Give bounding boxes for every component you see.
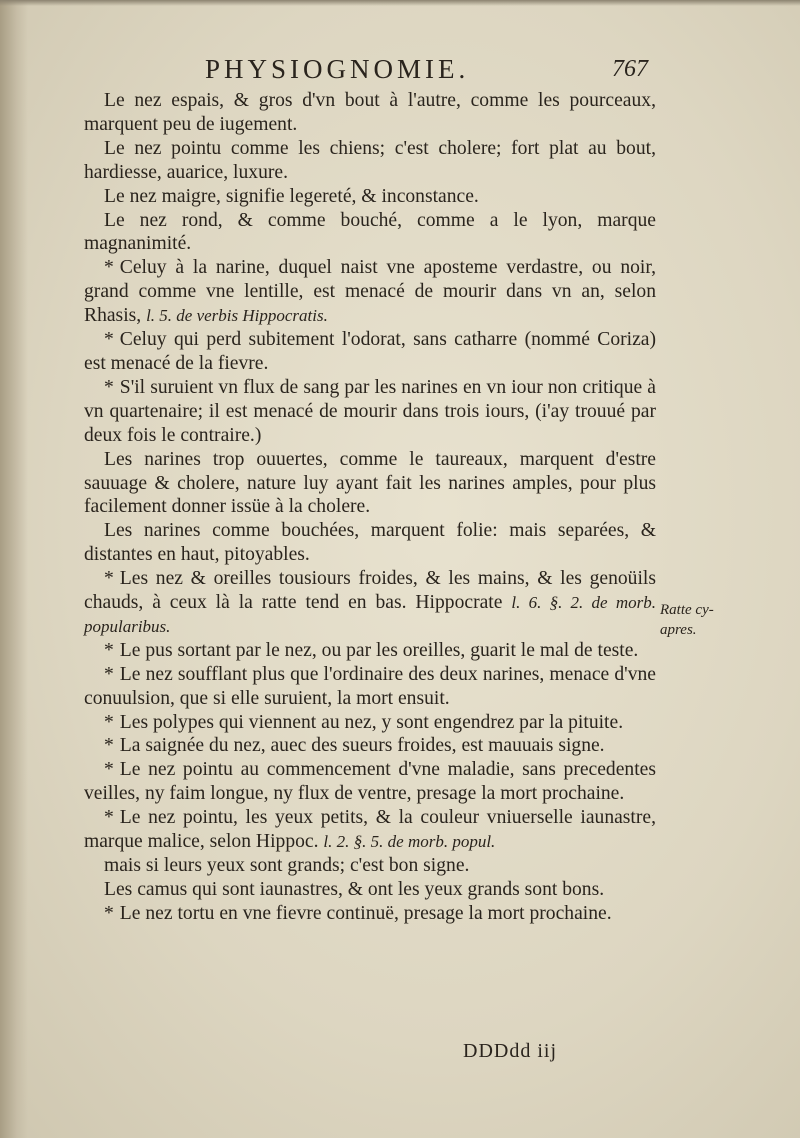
asterisk-mark: *	[104, 663, 114, 685]
paragraph-text: La saignée du nez, auec des sueurs froides, est mauuais signe.	[119, 735, 605, 757]
paragraph-text: mais si leurs yeux sont grands; c'est bon signe.	[104, 855, 470, 876]
page-binding-shadow	[0, 0, 28, 1138]
paragraph	[84, 448, 656, 520]
paragraph	[84, 854, 656, 878]
paragraph	[84, 758, 656, 806]
paragraph-text: Le pus sortant par le nez, ou par les oreilles, guarit le mal de teste.	[119, 639, 639, 661]
citation-reference: l. 2. §. 5. de morb. popul.	[323, 832, 496, 852]
paragraph	[84, 519, 656, 567]
asterisk-mark: *	[104, 807, 114, 829]
body-text	[84, 89, 656, 926]
paragraph	[84, 806, 656, 854]
paragraph-text: Le nez pointu comme les chiens; c'est cholere; fort plat au bout, hardiesse, auarice, luxure.	[84, 137, 656, 183]
paragraph-text: Le nez maigre, signifie legereté, & inconstance.	[104, 185, 479, 207]
paragraph-text: Les nez & oreilles tousiours froides, & les mains, & les genoüils chauds, à ceux là la ratte tend en bas. Hippocrate	[84, 568, 656, 614]
paragraph-text: Le nez pointu, les yeux petits, & la couleur vniuerselle iaunastre, marque malice, selon Hippoc.	[84, 807, 656, 853]
paragraph	[84, 89, 656, 137]
asterisk-mark: *	[104, 568, 114, 590]
paragraph-text: Le nez tortu en vne fievre continuë, presage la mort prochaine.	[119, 902, 612, 924]
paragraph-text: Le nez espais, & gros d'vn bout à l'autre, comme les pourceaux, marquent peu de iugement.	[84, 90, 656, 135]
paragraph	[84, 376, 656, 448]
paragraph	[84, 734, 656, 758]
paragraph	[84, 711, 656, 735]
page-number: 767	[612, 56, 648, 82]
asterisk-mark: *	[104, 711, 114, 733]
paragraph-text: S'il suruient vn flux de sang par les narines en vn iour non critique à vn quartenaire; il est menacé de mourir dans trois iours, (i'ay trouué par deux fois le contraire.)	[84, 376, 656, 446]
paragraph-text: Les narines comme bouchées, marquent folie: mais separées, & distantes en haut, pitoyables.	[84, 520, 656, 566]
paragraph	[84, 328, 656, 376]
paragraph-text: Les narines trop ouuertes, comme le taureaux, marquent d'estre sauuage & cholere, nature luy ayant fait les narines amples, pour plus facilement donner issüe à la cholere.	[84, 448, 656, 518]
asterisk-mark: *	[104, 902, 114, 924]
paragraph	[84, 185, 656, 209]
paragraph	[84, 878, 656, 902]
paragraph	[84, 639, 656, 663]
asterisk-mark: *	[104, 329, 114, 351]
paragraph-text: Les polypes qui viennent au nez, y sont engendrez par la pituite.	[119, 711, 624, 733]
asterisk-mark: *	[104, 376, 114, 398]
paragraph	[84, 137, 656, 185]
asterisk-mark: *	[104, 759, 114, 781]
paragraph	[84, 256, 656, 328]
paragraph	[84, 209, 656, 257]
citation-reference: l. 5. de verbis Hippocratis.	[146, 306, 328, 326]
asterisk-mark: *	[104, 639, 114, 661]
page-top-edge	[0, 0, 800, 6]
signature-mark: DDDdd iij	[463, 1040, 557, 1062]
paragraph	[84, 567, 656, 639]
paragraph	[84, 902, 656, 926]
citation-reference: l. 6. §. 2. de morb. popularibus.	[84, 593, 656, 636]
paragraph-text: Le nez rond, & comme bouché, comme a le lyon, marque magnanimité.	[84, 209, 656, 255]
paragraph-text: Les camus qui sont iaunastres, & ont les yeux grands sont bons.	[104, 878, 605, 900]
asterisk-mark: *	[104, 257, 114, 279]
paragraph-text: Le nez pointu au commencement d'vne maladie, sans precedentes veilles, ny faim longue, ny flux de ventre, presage la mort prochaine.	[84, 759, 656, 805]
paragraph-text: Celuy qui perd subitement l'odorat, sans catharre (nommé Coriza) est menacé de la fievre.	[84, 329, 656, 374]
paragraph-text: Celuy à la narine, duquel naist vne aposteme verdastre, ou noir, grand comme vne lentille, est menacé de mourir dans vn an, selon Rhasis,	[84, 257, 656, 327]
paragraph	[84, 663, 656, 711]
paragraph-text: Le nez soufflant plus que l'ordinaire des deux narines, menace d'vne conuulsion, que si elle suruient, la mort ensuit.	[84, 663, 656, 709]
asterisk-mark: *	[104, 735, 114, 757]
page-header	[0, 52, 800, 88]
marginal-note: Ratte cy-apres.	[660, 602, 714, 638]
running-head: PHYSIOGNOMIE.	[205, 54, 470, 84]
